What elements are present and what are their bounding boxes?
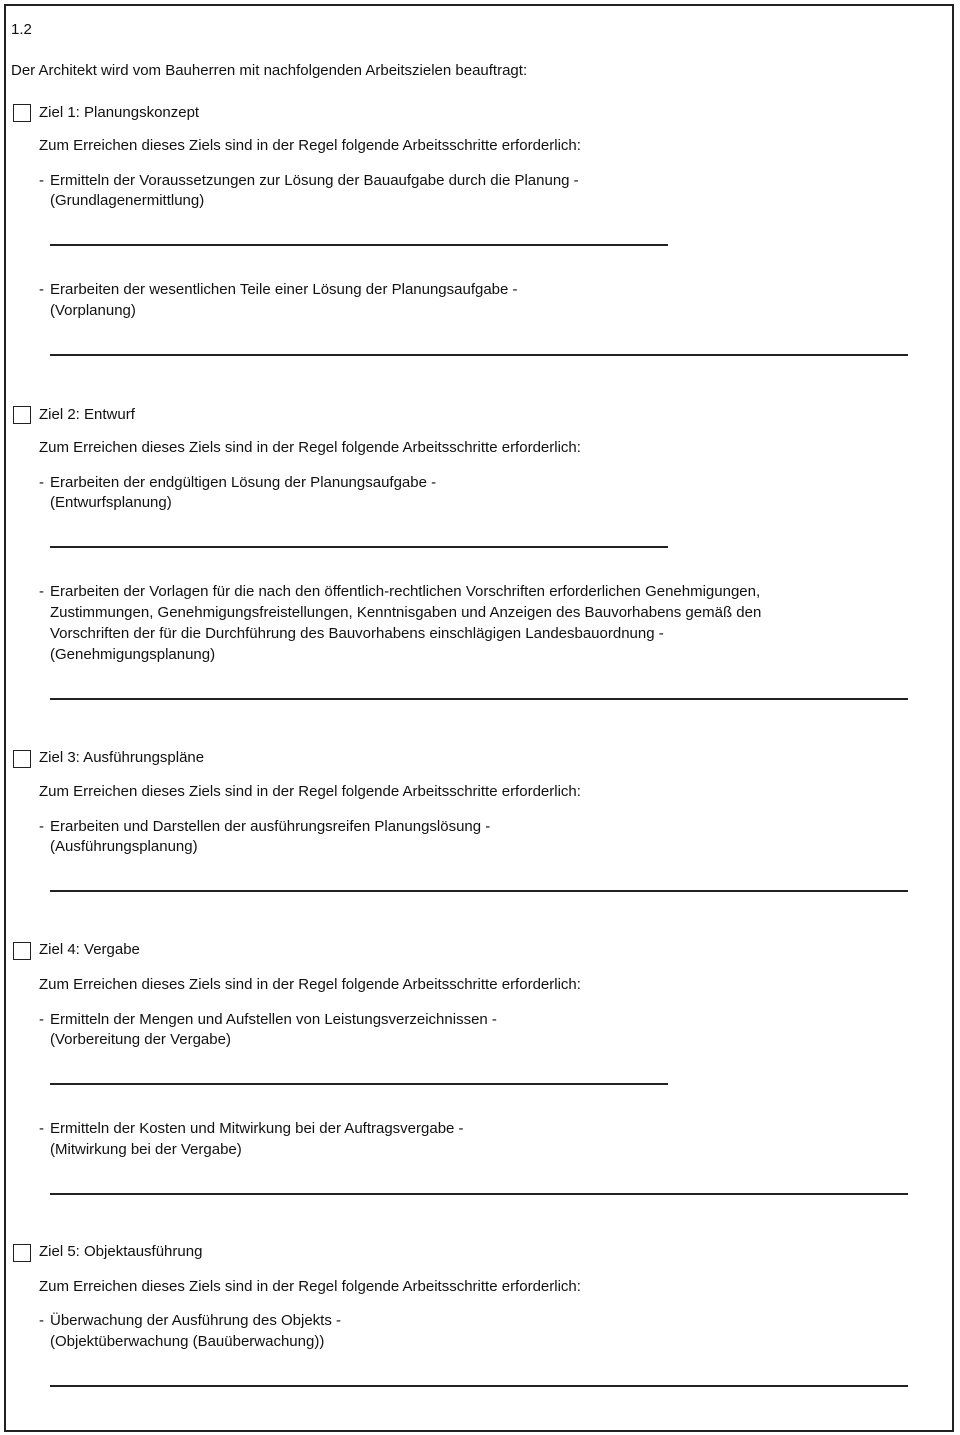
goal-3-step-1-dash: - (39, 818, 44, 835)
goal-5-step-1-dash: - (39, 1312, 44, 1329)
goal-2-title: Ziel 2: Entwurf (39, 406, 135, 423)
intro-text: Der Architekt wird vom Bauherren mit nachfolgenden Arbeitszielen beauftragt: (11, 62, 528, 79)
goal-4-title: Ziel 4: Vergabe (39, 941, 140, 958)
goal-1-step-2-line-1: Erarbeiten der wesentlichen Teile einer Lösung der Planungsaufgabe - (50, 281, 518, 298)
goal-1-checkbox[interactable] (13, 104, 31, 122)
goal-3-title: Ziel 3: Ausführungspläne (39, 749, 205, 766)
goal-2-step-2-line-2: Zustimmungen, Genehmigungsfreistellungen, Kenntnisgaben und Anzeigen des Bauvorhabens gemäß den (50, 604, 762, 621)
goal-4-step-2-answer-line (50, 1193, 908, 1195)
goal-3-checkbox[interactable] (13, 750, 31, 768)
goal-5-step-1-answer-line (50, 1385, 908, 1387)
goal-5-lead: Zum Erreichen dieses Ziels sind in der Regel folgende Arbeitsschritte erforderlich: (39, 1278, 581, 1295)
goal-2-step-1-dash: - (39, 474, 44, 491)
goal-2-step-1-answer-line (50, 546, 668, 548)
goal-4-step-1-dash: - (39, 1011, 44, 1028)
goal-5-step-1-line-2: (Objektüberwachung (Bauüberwachung)) (50, 1333, 325, 1350)
goal-5-title: Ziel 5: Objektausführung (39, 1243, 203, 1260)
goal-4-step-2-line-2: (Mitwirkung bei der Vergabe) (50, 1141, 242, 1158)
goal-4-step-2-line-1: Ermitteln der Kosten und Mitwirkung bei der Auftragsvergabe - (50, 1120, 464, 1137)
goal-5-step-1-line-1: Überwachung der Ausführung des Objekts - (50, 1312, 341, 1329)
goal-1-step-1-answer-line (50, 244, 668, 246)
goal-2-step-2-line-3: Vorschriften der für die Durchführung des Bauvorhabens einschlägigen Landesbauordnung - (50, 625, 664, 642)
goal-2-step-1-line-2: (Entwurfsplanung) (50, 494, 172, 511)
goal-4-checkbox[interactable] (13, 942, 31, 960)
goal-1-step-2-line-2: (Vorplanung) (50, 302, 136, 319)
section-number: 1.2 (11, 21, 32, 38)
page-frame (4, 4, 954, 1432)
goal-1-step-2-dash: - (39, 281, 44, 298)
goal-5-checkbox[interactable] (13, 1244, 31, 1262)
goal-4-step-1-answer-line (50, 1083, 668, 1085)
goal-1-step-2-answer-line (50, 354, 908, 356)
goal-2-lead: Zum Erreichen dieses Ziels sind in der Regel folgende Arbeitsschritte erforderlich: (39, 439, 581, 456)
goal-3-step-1-line-2: (Ausführungsplanung) (50, 838, 198, 855)
goal-1-step-1-dash: - (39, 172, 44, 189)
goal-1-step-1-line-2: (Grundlagenermittlung) (50, 192, 205, 209)
goal-4-step-2-dash: - (39, 1120, 44, 1137)
goal-1-step-1-line-1: Ermitteln der Voraussetzungen zur Lösung der Bauaufgabe durch die Planung - (50, 172, 579, 189)
goal-2-checkbox[interactable] (13, 406, 31, 424)
goal-2-step-1-line-1: Erarbeiten der endgültigen Lösung der Planungsaufgabe - (50, 474, 437, 491)
goal-2-step-2-line-1: Erarbeiten der Vorlagen für die nach den öffentlich-rechtlichen Vorschriften erforderlichen Genehmigungen, (50, 583, 761, 600)
goal-3-step-1-line-1: Erarbeiten und Darstellen der ausführungsreifen Planungslösung - (50, 818, 491, 835)
goal-3-lead: Zum Erreichen dieses Ziels sind in der Regel folgende Arbeitsschritte erforderlich: (39, 783, 581, 800)
goal-3-step-1-answer-line (50, 890, 908, 892)
goal-1-lead: Zum Erreichen dieses Ziels sind in der Regel folgende Arbeitsschritte erforderlich: (39, 137, 581, 154)
goal-4-step-1-line-2: (Vorbereitung der Vergabe) (50, 1031, 231, 1048)
goal-4-lead: Zum Erreichen dieses Ziels sind in der Regel folgende Arbeitsschritte erforderlich: (39, 976, 581, 993)
goal-1-title: Ziel 1: Planungskonzept (39, 104, 200, 121)
goal-2-step-2-answer-line (50, 698, 908, 700)
goal-2-step-2-dash: - (39, 583, 44, 600)
goal-4-step-1-line-1: Ermitteln der Mengen und Aufstellen von Leistungsverzeichnissen - (50, 1011, 497, 1028)
goal-2-step-2-line-4: (Genehmigungsplanung) (50, 646, 216, 663)
